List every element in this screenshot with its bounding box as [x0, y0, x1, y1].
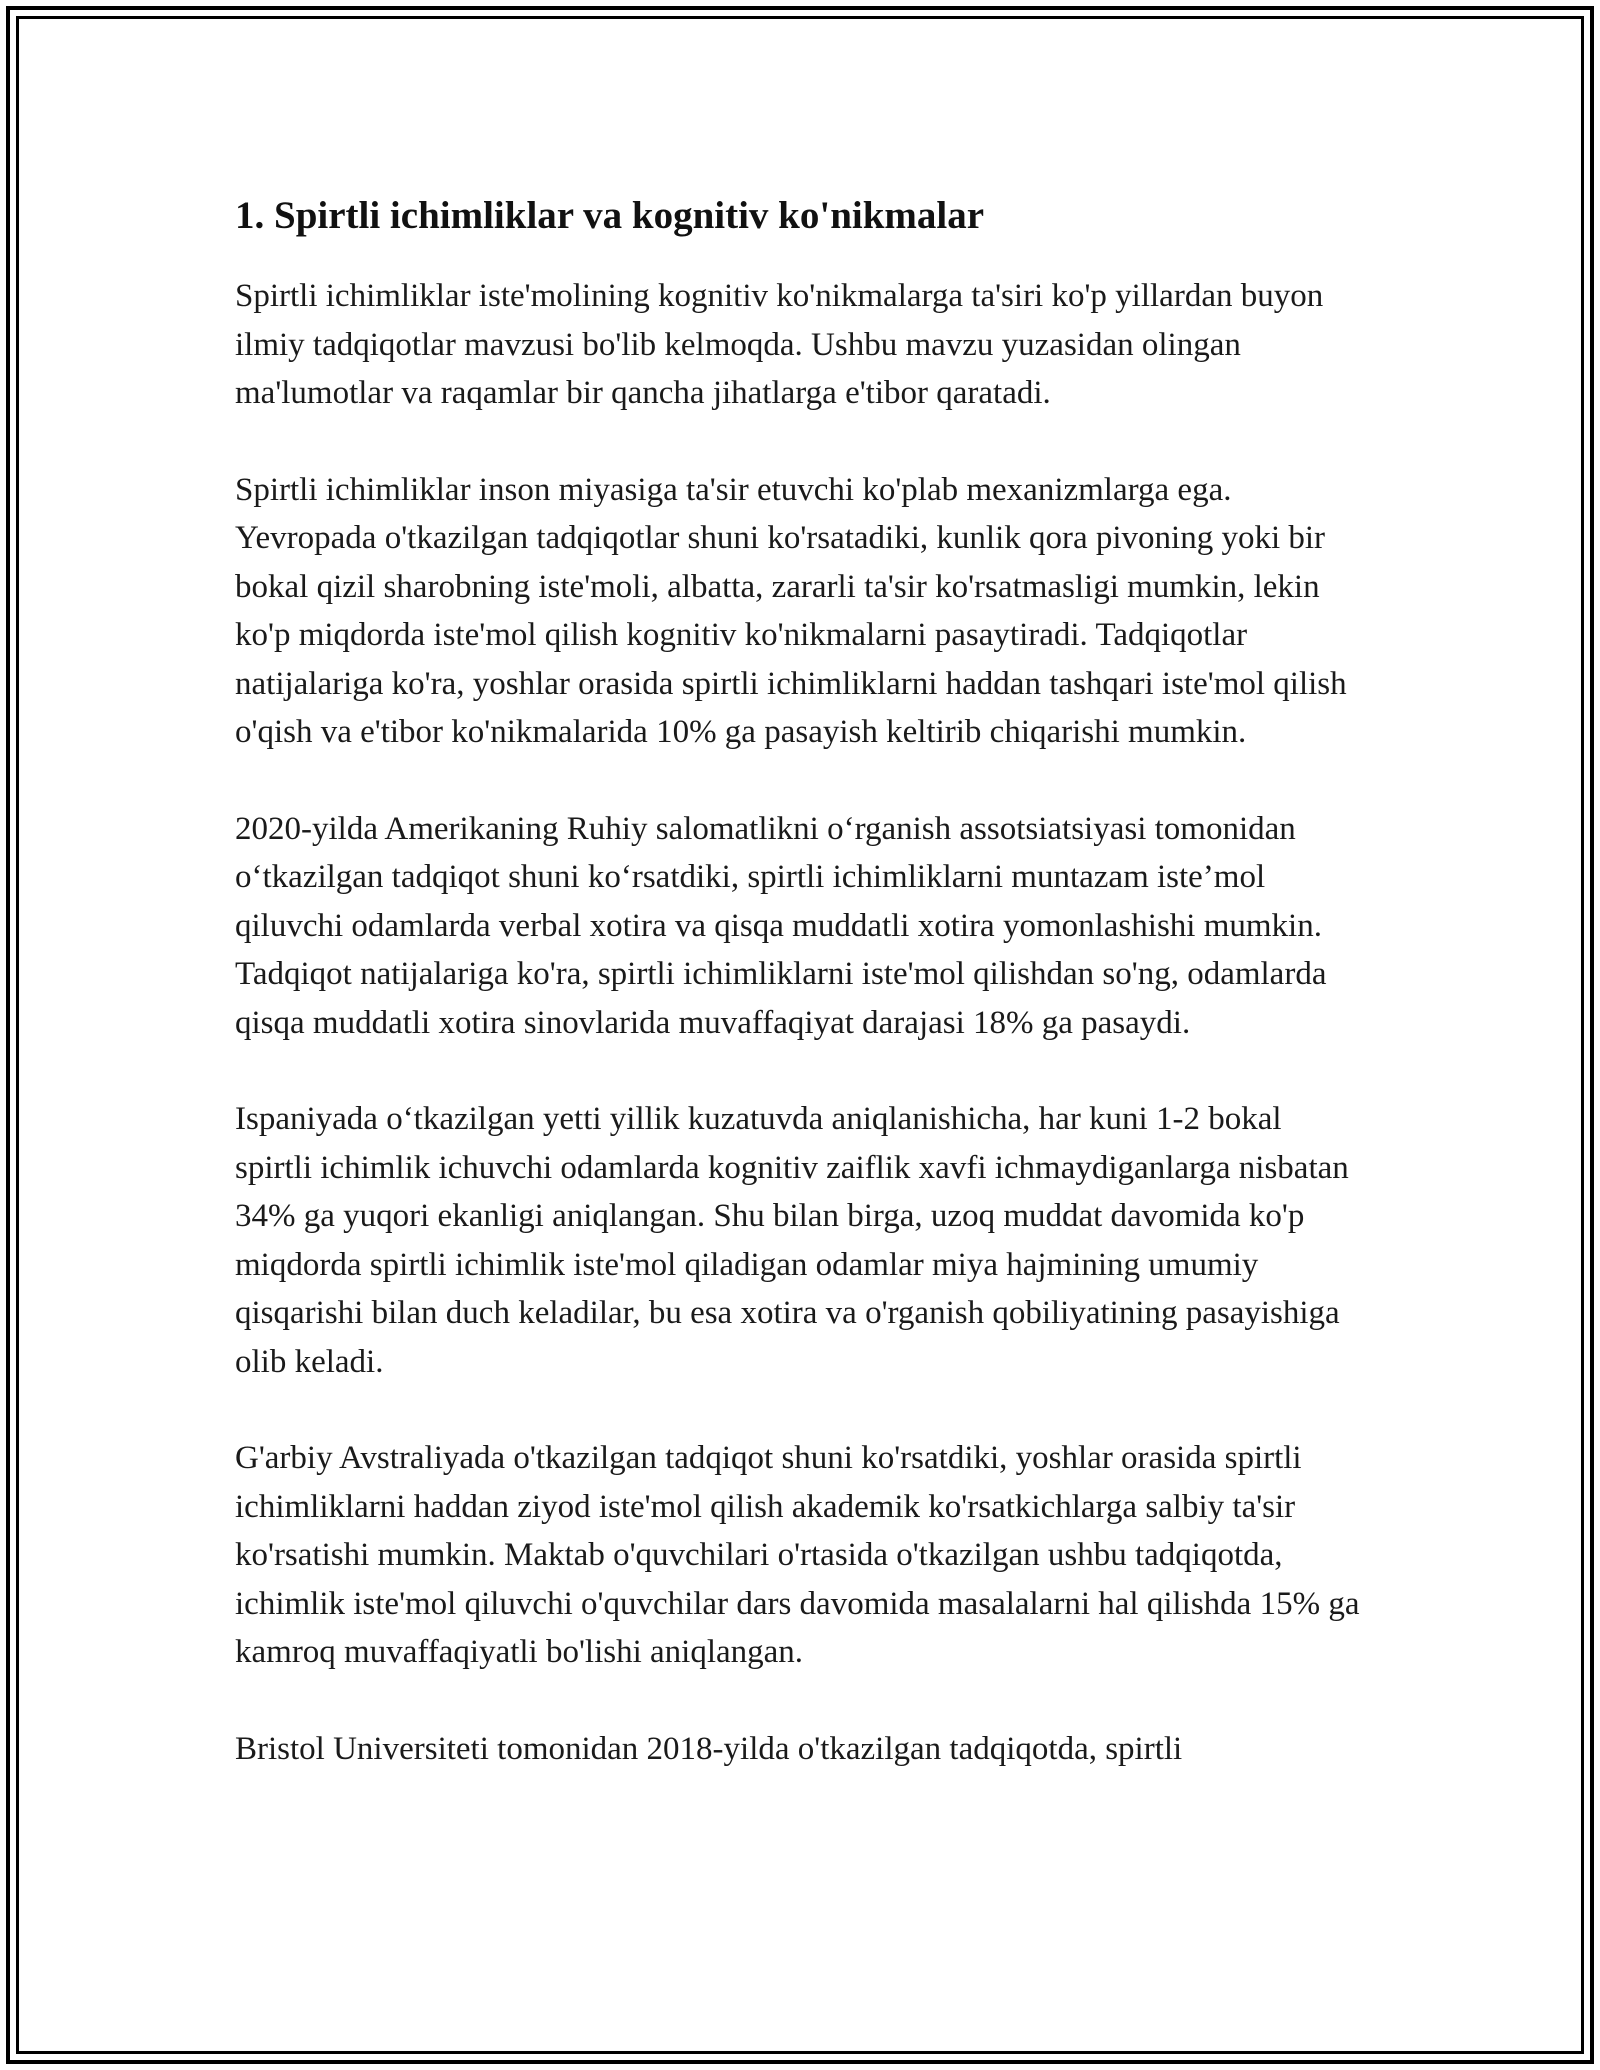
document-body	[235, 186, 1365, 1773]
section-title: 1. Spirtli ichimliklar va kognitiv ko'nikmalar	[235, 194, 985, 237]
paragraph-mechanisms: Spirtli ichimliklar inson miyasiga ta'sir etuvchi ko'plab mexanizmlarga ega. Yevropada o'tkazilgan tadqiqotlar shuni ko'rsatadiki, kunlik qora pivoning yoki bir bokal qizil sharobning iste'moli, albatta, zararli ta'sir ko'rsatmasligi mumkin, lekin ko'p miqdorda iste'mol qilish kognitiv ko'nikmalarni pasaytiradi. Tadqiqotlar natijalariga ko'ra, yoshlar orasida spirtli ichimliklarni haddan tashqari iste'mol qilish o'qish va e'tibor ko'nikmalarida 10% ga pasayish keltirib chiqarishi mumkin.	[235, 471, 1347, 750]
paragraph-spain-study: Ispaniyada o‘tkazilgan yetti yillik kuzatuvda aniqlanishicha, har kuni 1-2 bokal spirtli ichimlik ichuvchi odamlarda kognitiv zaiflik xavfi ichmaydiganlarga nisbatan 34% ga yuqori ekanligi aniqlangan. Shu bilan birga, uzoq muddat davomida ko'p miqdorda spirtli ichimlik iste'mol qiladigan odamlar miya hajmining umumiy qisqarishi bilan duch keladilar, bu esa xotira va o'rganish qobiliyatining pasayishiga olib keladi.	[235, 1101, 1349, 1380]
paragraph-australia-study: G'arbiy Avstraliyada o'tkazilgan tadqiqot shuni ko'rsatdiki, yoshlar orasida spirtli ichimliklarni haddan ziyod iste'mol qilish akademik ko'rsatkichlarga salbiy ta'sir ko'rsatishi mumkin. Maktab o'quvchilari o'rtasida o'tkazilgan ushbu tadqiqotda, ichimlik iste'mol qiluvchi o'quvchilar dars davomida masalalarni hal qilishda 15% ga kamroq muvaffaqiyatli bo'lishi aniqlangan.	[235, 1440, 1360, 1670]
paragraph-intro: Spirtli ichimliklar iste'molining kognitiv ko'nikmalarga ta'siri ko'p yillardan buyon ilmiy tadqiqotlar mavzusi bo'lib kelmoqda. Ushbu mavzu yuzasidan olingan ma'lumotlar va raqamlar bir qancha jihatlarga e'tibor qaratadi.	[235, 278, 1324, 411]
paragraph-bristol-study: Bristol Universiteti tomonidan 2018-yilda o'tkazilgan tadqiqotda, spirtli	[235, 1730, 1183, 1767]
paragraph-memory-study: 2020-yilda Amerikaning Ruhiy salomatlikni o‘rganish assotsiatsiyasi tomonidan o‘tkazilgan tadqiqot shuni ko‘rsatdiki, spirtli ichimliklarni muntazam iste’mol qiluvchi odamlarda verbal xotira va qisqa muddatli xotira yomonlashishi mumkin. Tadqiqot natijalariga ko'ra, spirtli ichimliklarni iste'mol qilishdan so'ng, odamlarda qisqa muddatli xotira sinovlarida muvaffaqiyat darajasi 18% ga pasaydi.	[235, 810, 1327, 1041]
